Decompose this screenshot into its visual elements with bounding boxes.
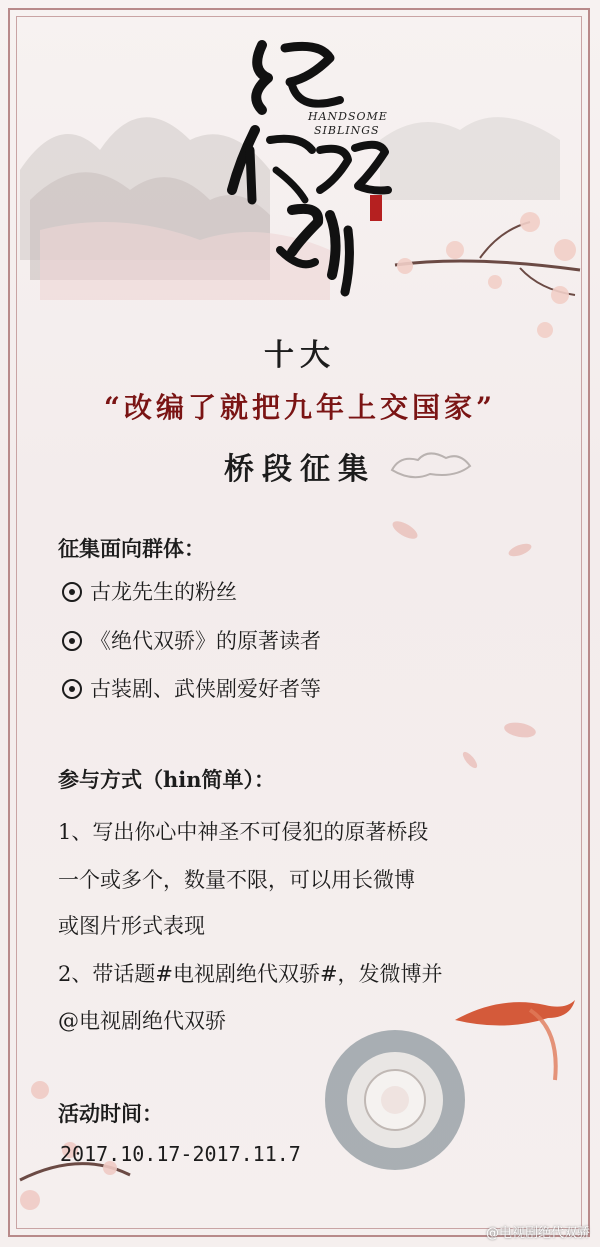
audience-item-text: 古龙先生的粉丝	[90, 580, 237, 604]
bullet-icon	[62, 631, 82, 651]
participation-line: @电视剧绝代双骄	[58, 1009, 226, 1033]
weibo-watermark: @电视剧绝代双骄	[485, 1226, 590, 1241]
audience-item-text: 《绝代双骄》的原著读者	[90, 629, 321, 653]
participation-line: 或图片形式表现	[58, 914, 205, 938]
audience-item	[62, 673, 321, 703]
bullet-icon	[62, 679, 82, 699]
red-seal-icon	[370, 195, 382, 221]
logo-english-line1: HANDSOME	[308, 110, 388, 123]
headline-quote: “改编了就把九年上交国家”	[103, 391, 497, 424]
audience-item	[62, 625, 321, 655]
participation-line: 一个或多个，数量不限，可以用长微博	[58, 868, 415, 892]
bullet-icon	[62, 582, 82, 602]
audience-title: 征集面向群体：	[58, 536, 205, 561]
participation-line: 1、写出你心中神圣不可侵犯的原著桥段	[58, 820, 429, 844]
headline-bottom: 桥段征集	[224, 452, 376, 487]
calligraphy-title-logo	[0, 0, 600, 320]
participation-line: 2、带话题#电视剧绝代双骄#，发微博并	[58, 962, 443, 986]
participation-title: 参与方式（hin简单）：	[58, 767, 276, 792]
activity-dates: 2017.10.17-2017.11.7	[60, 1142, 301, 1166]
logo-english-line2: SIBLINGS	[314, 124, 380, 137]
activity-title: 活动时间：	[58, 1101, 163, 1126]
audience-item	[62, 576, 237, 606]
audience-item-text: 古装剧、武侠剧爱好者等	[90, 677, 321, 701]
headline-top: 十大	[264, 338, 336, 373]
